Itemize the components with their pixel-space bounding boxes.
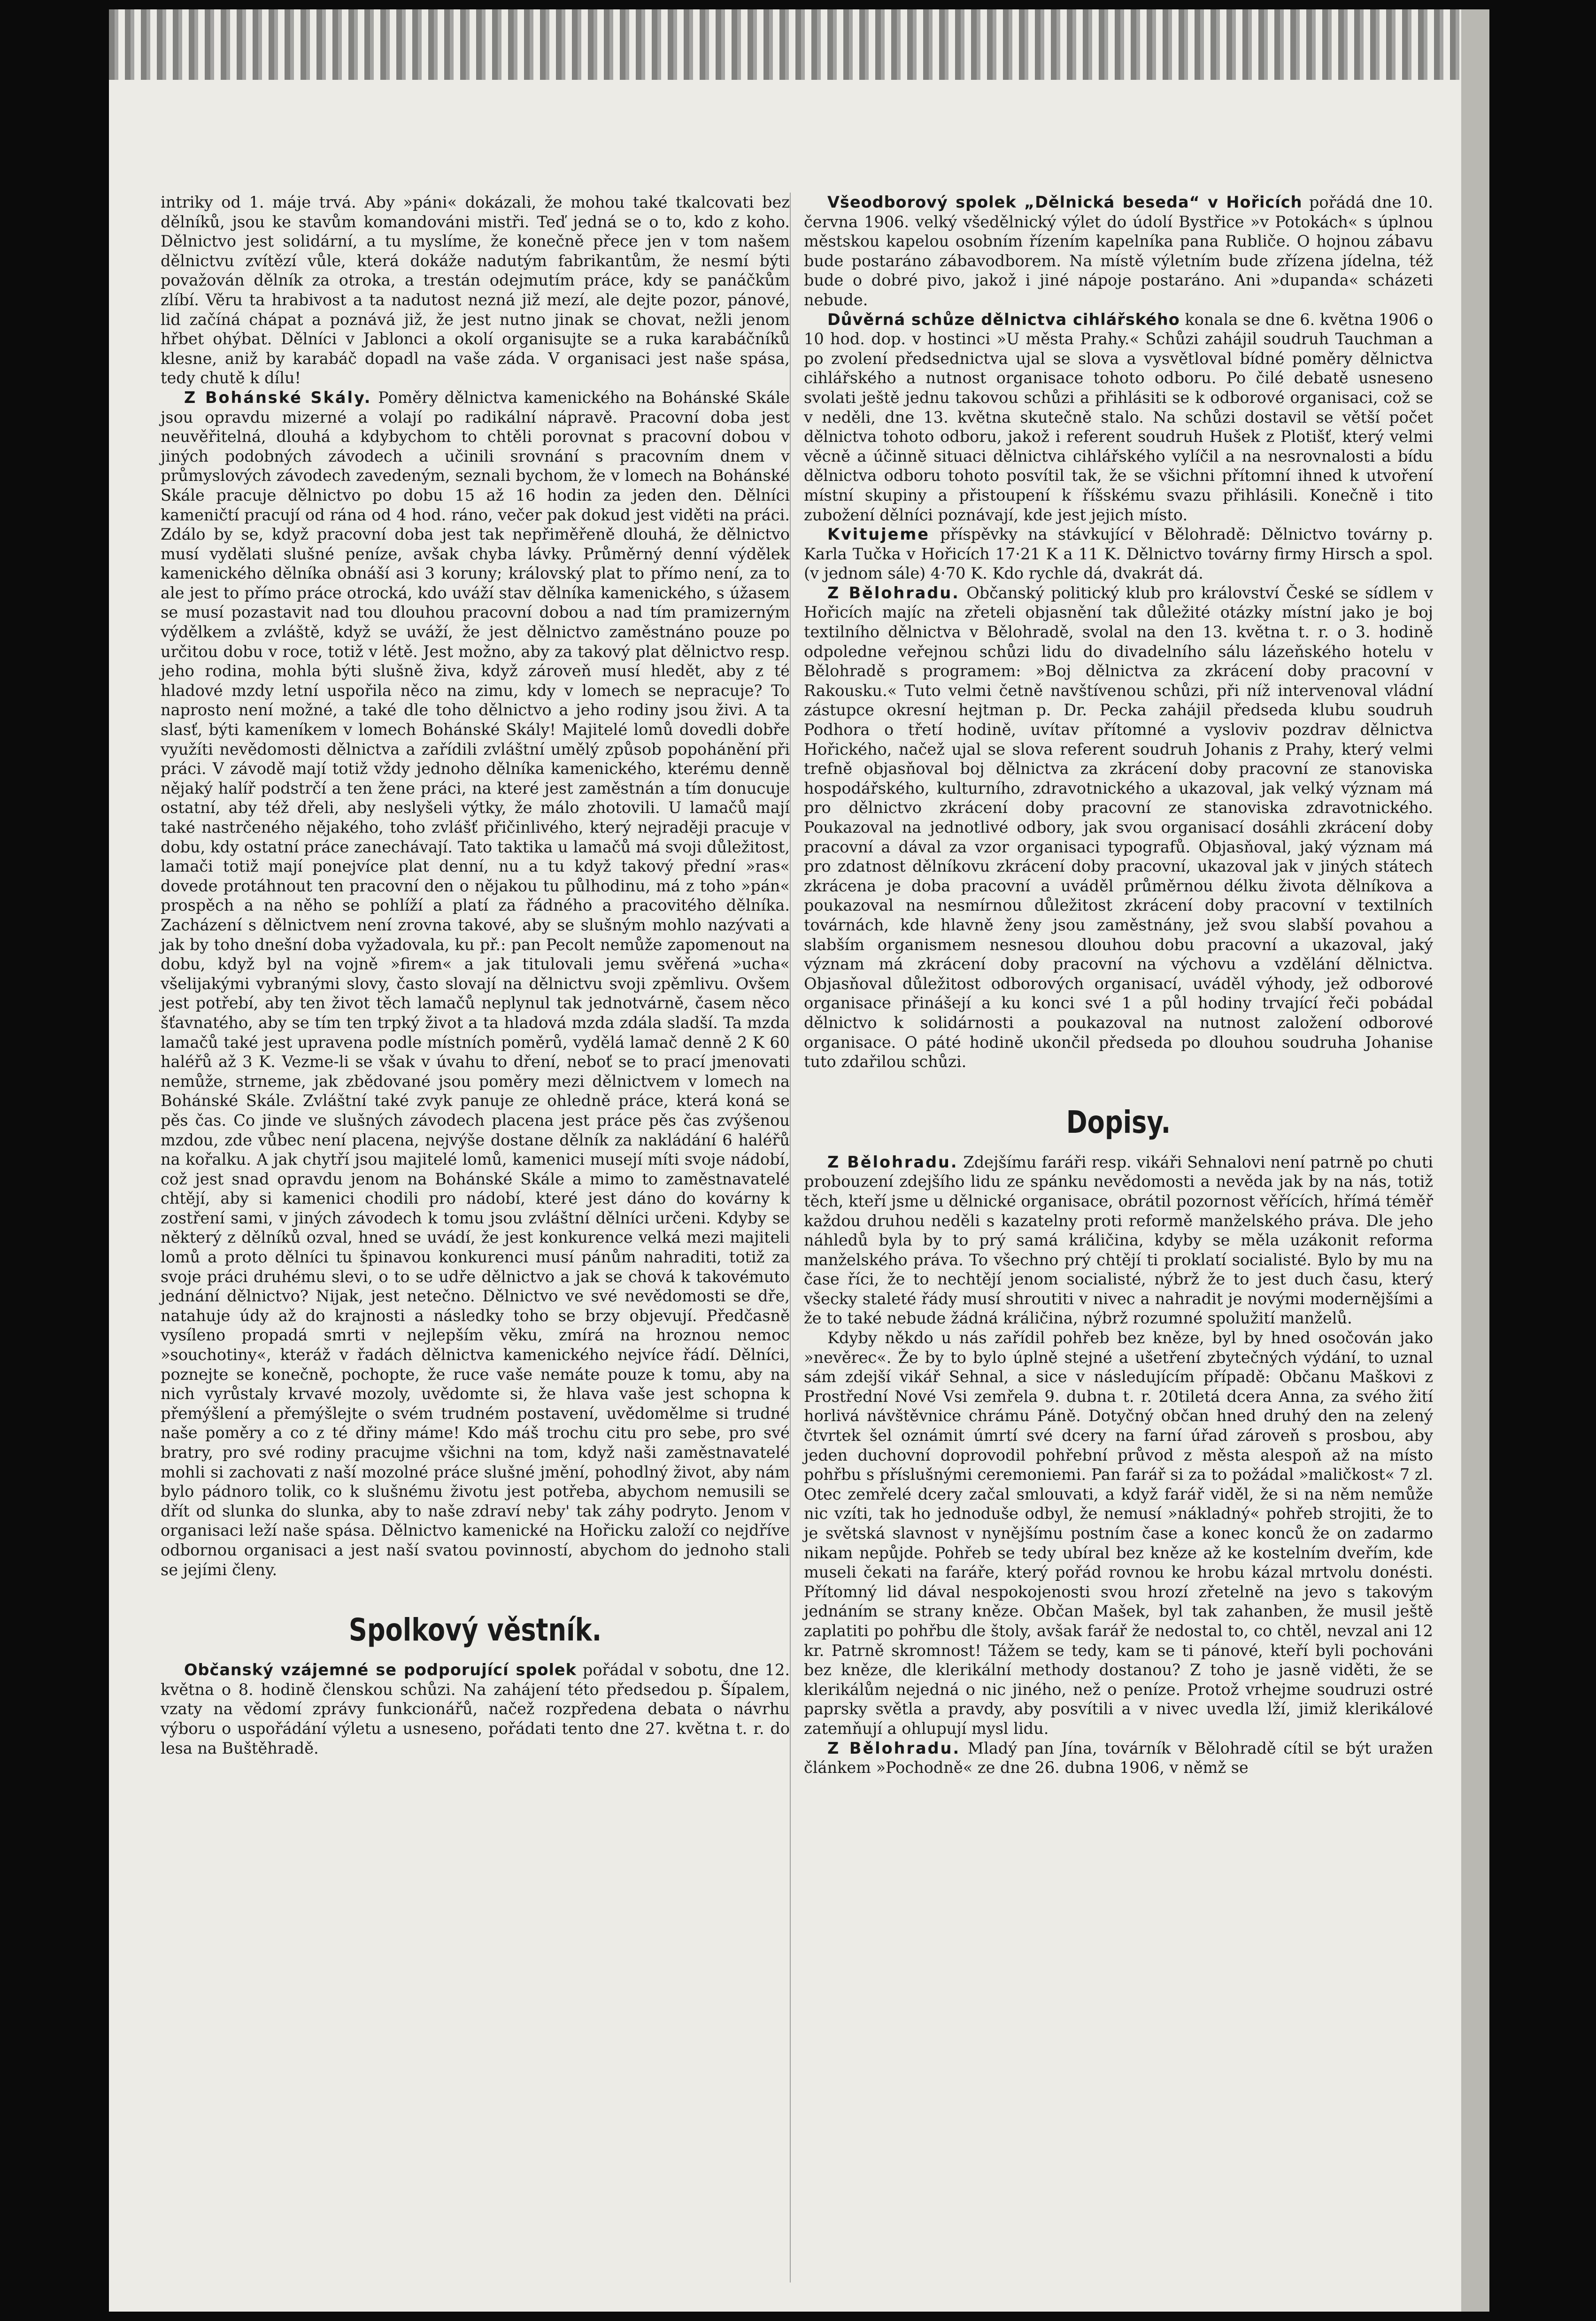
- section-heading-spolkovy-vestnik: Spolkový věstník.: [348, 1612, 602, 1648]
- article-lead: Z Bělohradu.: [827, 1153, 958, 1171]
- left-column: [161, 193, 790, 1758]
- article-z-belohradu-jina: Z Bělohradu. Mladý pan Jína, továrník v Bělohradě cítil se být uražen článkem »Pochodně« ze dne 26. dubna 1906, v němž se: [804, 1739, 1433, 1777]
- article-delnicka-beseda: Všeodborový spolek „Dělnická beseda“ v Hořicích pořádá dne 10. června 1906. velký všedělnický výlet do údolí Bystřice »v Potokách« s úplnou městskou kapelou osobním řízením kapelníka pana Rubliče. O hojnou zábavu bude postaráno zábavodborem. Na místě výletním bude zřízena jídelna, též bude o dobré pivo, jakož i jiné nápoje postaráno. Ani »dupanda« scházeti nebude.: [804, 193, 1433, 309]
- column-divider: [790, 193, 791, 2282]
- article-pohreb: Kdyby někdo u nás zařídil pohřeb bez kněze, byl by hned osočován jako »nevěrec«. Že by to bylo úplně stejné a ušetření zbytečných výdání, to uznal sám zdejší vikář Sehnal, a sice v následujícím případě: Občanu Maškovi z Prostřední Nové Vsi zemřela 9. dubna t. r. 20tiletá dcera Anna, za svého žití horlivá návštěvnice chrámu Páně. Dotyčný občan hned druhý den na zelený čtvrtek šel oznámit úmrtí své dcery na farní úřad zároveň s prosbou, aby jeden duchovní doprovodil pohřební průvod z města alespoň až na místo pohřbu s příslušnými ceremoniemi. Pan farář si za to požádal »maličkost« 7 zl. Otec zemřelé dcery začal smlouvati, a když farář viděl, že si na něm nemůže nic vzíti, tak ho jednoduše odbyl, že nemusí »nákladný« pohřeb strojiti, že to je světská slavnost v nynějšímu postním čase a konec konců že on zadarmo nikam nepůjde. Pohřeb se tedy ubíral bez kněze až ke kostelním dveřím, kde museli čekati na faráře, který pořád rovnou ke hrobu kázal mrtvolu donésti. Přítomný lid dával nespokojenosti svou hrozí zřetelně na jevo s takovým jednáním se strany kněze. Občan Mašek, byl tak zahanben, že musil ještě zaplatiti po pohřbu dle štoly, avšak farář že nedostal to, co chtěl, nevzal ani 12 kr. Patrně skromnost! Tážem se tedy, kam se ti pánové, kteří byli pochováni bez kněze, dle klerikální methody dostanou? Z toho je jasně viděti, že se klerikálům nejedná o nic jiného, než o peníze. Protož vrhejme soudruzi ostré paprsky světla a pravdy, aby posvítili a v nivec uvedla lží, jimiž klerikálové zatemňují a ohlupují mysl lidu.: [804, 1329, 1433, 1738]
- article-lead: Občanský vzájemné se podporující spolek: [184, 1661, 577, 1679]
- article-schuze-cihlaru: Důvěrná schůze dělnictva cihlářského konala se dne 6. května 1906 o 10 hod. dop. v hostinci »U města Prahy.« Schůzi zahájil soudruh Tauchman a po zvolení předsednictva ujal se slova a vysvětloval bídné poměry dělnictva cihlářského a nutnost organisace tohoto odboru. Po čilé debatě usneseno svolati ještě jednu takovou schůzi a přihlásiti se k odborové organisaci, což se v neděli, dne 13. května skutečně stalo. Na schůzi dostavil se větší počet dělnictva tohoto odboru, jakož i referent soudruh Hušek z Plotišť, který velmi věcně a účinně situaci dělnictva cihlářského vylíčil a na nesrovnalosti a bídu dělnictva odboru tohoto posvítil tak, že se všichni přítomní ihned k utvoření místní skupiny a přistoupení k říšskému svazu přihlásili. Konečně i tito zubožení dělníci poznávají, kde jest jejich místo.: [804, 310, 1433, 524]
- article-lead: Z Bělohradu.: [827, 583, 960, 602]
- article-kvitujeme: Kvitujeme příspěvky na stávkující v Bělohradě: Dělnictvo továrny p. Karla Tučka v Hořicích 17·21 K a 11 K. Dělnictvo továrny firmy Hirsch a spol. (v jednom sále) 4·70 K. Kdo rychle dá, dvakrát dá.: [804, 525, 1434, 583]
- scan-edge-top: [109, 9, 1489, 80]
- article-z-belohradu-farar: Z Bělohradu. Zdejšímu faráři resp. vikáři Sehnalovi není patrně po chuti probouzení zdejšího lidu ze spánku nevědomosti a nevěda jak by na nás, totiž těch, kteří jsme u dělnické organisace, obrátil pozornost věřících, hřímá téměř každou druhou neděli s kazatelny proti reformě manželského práva. Dle jeho náhledů byla by to prý samá králičina, kdyby se měla uzákonit reforma manželského práva. To všechno prý chtějí ti proklatí socialisté. Bylo by mu na čase říci, že to nechtějí jenom socialisté, nýbrž že to jest duch času, který všecky staleté řády musí shroutiti v nivec a nahradit je novými modernějšími a že to také nebude žádná králičina, nýbrž rozumné spolužití manželů.: [804, 1153, 1433, 1328]
- article-lead: Všeodborový spolek „Dělnická beseda“ v Hořicích: [827, 193, 1303, 211]
- right-column: [804, 193, 1433, 1778]
- article-lead: Z Bělohradu.: [827, 1739, 961, 1757]
- article-lead: Kvitujeme: [827, 525, 930, 544]
- article-z-belohradu-schuze: Z Bělohradu. Občanský politický klub pro království České se sídlem v Hořicích majíc na zřeteli objasnění tak důležité otázky místní jako je boj textilního dělnictva v Bělohradě, svolal na den 13. května t. r. o 3. hodině odpoledne veřejnou schůzi lidu do divadelního sálu lázeňského hotelu v Bělohradě s programem: »Boj dělnictva za zkrácení doby pracovní v Rakousku.« Tuto velmi četně navštívenou schůzi, při níž intervenoval vládní zástupce okresní hejtman p. Dr. Pecka zahájil předseda klubu soudruh Podhora o třetí hodině, uvítav přítomné a vysloviv pozdrav dělnictva Hořického, načež ujal se slova referent soudruh Johanis z Prahy, který velmi trefně objasňoval boj dělnictva za zkrácení doby pracovní ze stanoviska hospodářského, kulturního, zdravotnického a ukazoval, jak velký význam má pro dělnictvo zkrácení doby pracovní ze stanoviska zdravotnického. Poukazoval na jednotlivé odbory, jak svou organisací dosáhli zkrácení doby pracovní a dával za vzor organisaci typografů. Objasňoval, jaký význam má pro zdatnost dělníkovu zkrácení doby pracovní, ukazoval jak v jiných státech zkrácena je doba pracovní a uváděl průměrnou délku života dělníkova a poukazoval na nesmírnou důležitost zkrácení doby pracovní v textilních továrnách, kde hlavně ženy jsou zaměstnány, jež svou slabší povahou a slabším organismem nesnesou dlouhou dobu pracovní a ukazoval, jaký význam má zkrácení doby pracovní na výchovu a vzdělání dělnictva. Objasňoval důležitost odborových organisací, uváděl výhody, jež odborové organisace přinášejí a ku konci své 1 a půl hodiny trvající řeči pobádal dělnictvo k solidárnosti a poukazoval na nutnost založení odborové organisace. O páté hodině ukončil předseda po dlouhou soudruha Johanise tuto zdařilou schůzi.: [804, 583, 1433, 1071]
- article-bohanska-skala: Z Bohánské Skály. Poměry dělnictva kamenického na Bohánské Skále jsou opravdu mizerné a volají po radikální nápravě. Pracovní doba jest neuvěřitelná, dlouhá a kdybychom to chtěli porovnat s pracovní dobou v jiných podobných závodech a učinili srovnání s pracovním dnem v průmyslových závodech zavedeným, seznali bychom, že v lomech na Bohánské Skále pracuje dělnictvo po dobu 15 až 16 hodin za jeden den. Dělníci kameničtí pracují od rána od 4 hod. ráno, večer pak dokud jest viděti na práci. Zdálo by se, když pracovní doba jest tak nepřiměřeně dlouhá, že dělnictvo musí vydělati slušné peníze, avšak chyba lávky. Průměrný denní výdělek kamenického dělníka obnáší asi 3 koruny; královský plat to přímo není, za to ale jest to přímo práce otrocká, kdo uváží stav dělníka kamenického, s úžasem se musí pozastavit nad tou dlouhou pracovní dobou a nad tím pramizerným výdělkem a zvláště, když se uváží, že jest dělnictvo zaměstnáno pouze po určitou dobu v roce, totiž v létě. Jest možno, aby za takový plat dělnictvo resp. jeho rodina, mohla býti slušně živa, když zároveň musí hledět, aby z té hladové mzdy letní uspořila něco na zimu, kdy v lomech se nepracuje? To naprosto není možné, a také dle toho dělnictvo a jeho rodiny jsou živi. A ta slasť, býti kameníkem v lomech Bohánské Skály! Majitelé lomů dovedli dobře využíti nevědomosti dělnictva a zařídili zvláštní umělý způsob popohánění při práci. V závodě mají totiž vždy jednoho dělníka kamenického, kterému denně nějaký halíř podstrčí a ten žene práci, na které jest zaměstnán a tím donucuje ostatní, aby též dřeli, aby neslyšeli výtky, že málo zhotovili. U lamačů mají také nastrčeného nějakého, toho zvlášť přičinlivého, který nejraději pracuje v dobu, kdy ostatní práce zanechávají. Tato taktika u lamačů má svoji důležitost, lamači totiž mají ponejvíce plat denní, nu a tu když takový přední »ras« dovede protáhnout ten pracovní den o nějakou tu půlhodinu, má z toho »pán« prospěch a na něho se pohlíží a platí za řádného a pracovitého dělníka. Zacházení s dělnictvem není zrovna takové, aby se slušným mohlo nazývati a jak by toho dnešní doba vyžadovala, ku př.: pan Pecolt nemůže zapomenout na dobu, když byl na vojně »firem« a jak titulovali jemu svěřená »ucha« všelijakými vybranými slovy, často slovají na dělnictvu svoji zpěmlivu. Ovšem jest potřebí, aby ten život těch lamačů neplynul tak jednotvárně, časem něco šťavnatého, aby se tím ten trpký život a ta hladová mzda zdála sladší. Ta mzda lamačů také jest upravena podle místních poměrů, vydělá lamač denně 2 K 60 haléřů až 3 K. Vezme-li se však v úvahu to dření, neboť se to prací jmenovati nemůže, strneme, jak zbědované jsou poměry mezi dělnictvem v lomech na Bohánské Skále. Zvláštní také zvyk panuje ze ohledně práce, která koná se pěs čas. Co jinde ve slušných závodech placena jest práce pěs čas zvýšenou mzdou, zde vůbec není placena, nejvýše dostane dělník za nakládání 6 haléřů na kořalku. A jak chytří jsou majitelé lomů, kamenici musejí míti svoje nádobí, což jest snad opravdu jenom na Bohánské Skále a mimo to zaměstnavatelé chtějí, aby si kamenici chodili pro nádobí, které jest dáno do kovárny k zostření sami, v jiných závodech k tomu jsou zvláštní dělníci určeni. Kdyby se některý z dělníků ozval, hned se uvádí, že jest konkurence velká mezi majiteli lomů a proto dělníci tu špinavou konkurenci musí pánům nahraditi, totiž za svoje práci druhému slevi, o to se udře dělnictvo a jak se chová k takovémuto jednání dělnictvo? Nijak, jest netečno. Dělnictvo ve své nevědomosti se dře, natahuje údy až do krajnosti a následky toho se brzy objevují. Předčasně vysíleno propadá smrti v nejlepším věku, zmírá na hroznou nemoc »souchotiny«, kteráž v řadách dělnictva kamenického nejvíce řádí. Dělníci, poznejte se konečně, pochopte, že ruce vaše nemáte pouze k tomu, aby na nich vyrůstaly krvavé mozoly, uvědomte si, že hlava vaše jest schopna k přemýšlení a přemýšlejte o svém trudném postavení, uvědomělme si trudné naše poměry a co z té dřiny máme! Kdo máš trochu citu pro sebe, pro své bratry, pro své rodiny pracujme všichni na tom, když naši zaměstnavatelé mohli si zachovati z naší mozolné práce slušné jmění, pohodlný život, aby nám bylo pádnoro tolik, co k slušnému životu jest potřeba, abychom nemusili se dřít od slunka do slunka, aby to naše zdraví neby' tak záhy podryto. Jenom v organisaci leží naše spása. Dělnictvo kamenické na Hořicku založí co nejdříve odbornou organisaci a jest naší svatou povinností, abychom do jednoho stali se jejími členy.: [161, 388, 790, 1579]
- scan-edge-right: [1461, 9, 1489, 2312]
- article-continuation: intriky od 1. máje trvá. Aby »páni« dokázali, že mohou také tkalcovati bez dělníků, jsou ke stavům komandováni mistři. Teď jedná se o to, kdo z koho. Dělnictvo jest solidární, a tu myslíme, že konečně přece jen v tom našem dělnictvu zvítězí vůle, která dokáže nadutým fabrikantům, že nesmí býti považován dělník za otroka, a trestán odejmutím práce, kdy se panáčkům zlíbí. Věru ta hrabivost a ta nadutost nezná již mezí, ale dejte pozor, pánové, lid začíná chápat a poznává již, že jest nutno jinak se chovat, nežli jenom hřbet ohýbat. Dělníci v Jablonci a okolí organisujte se a ruka karabáčníků klesne, aniž by karabáč dopadl na vaše záda. V organisaci jest naše spása, tedy chutě k dílu!: [161, 193, 790, 387]
- article-obcansky-spolek: Občanský vzájemné se podporující spolek pořádal v sobotu, dne 12. května o 8. hodině členskou schůzi. Na zahájení této předsedou p. Šípalem, vzaty na vědomí zprávy funkcionářů, načež rozpředena debata o návrhu výboru o uspořádání výletu a usneseno, pořádati tento dne 27. května t. r. do lesa na Buštěhradě.: [161, 1661, 790, 1757]
- newspaper-page: [109, 9, 1489, 2312]
- article-lead: Z Bohánské Skály.: [184, 388, 372, 407]
- article-lead: Důvěrná schůze dělnictva cihlářského: [827, 310, 1180, 329]
- section-heading-dopisy: Dopisy.: [1066, 1104, 1171, 1140]
